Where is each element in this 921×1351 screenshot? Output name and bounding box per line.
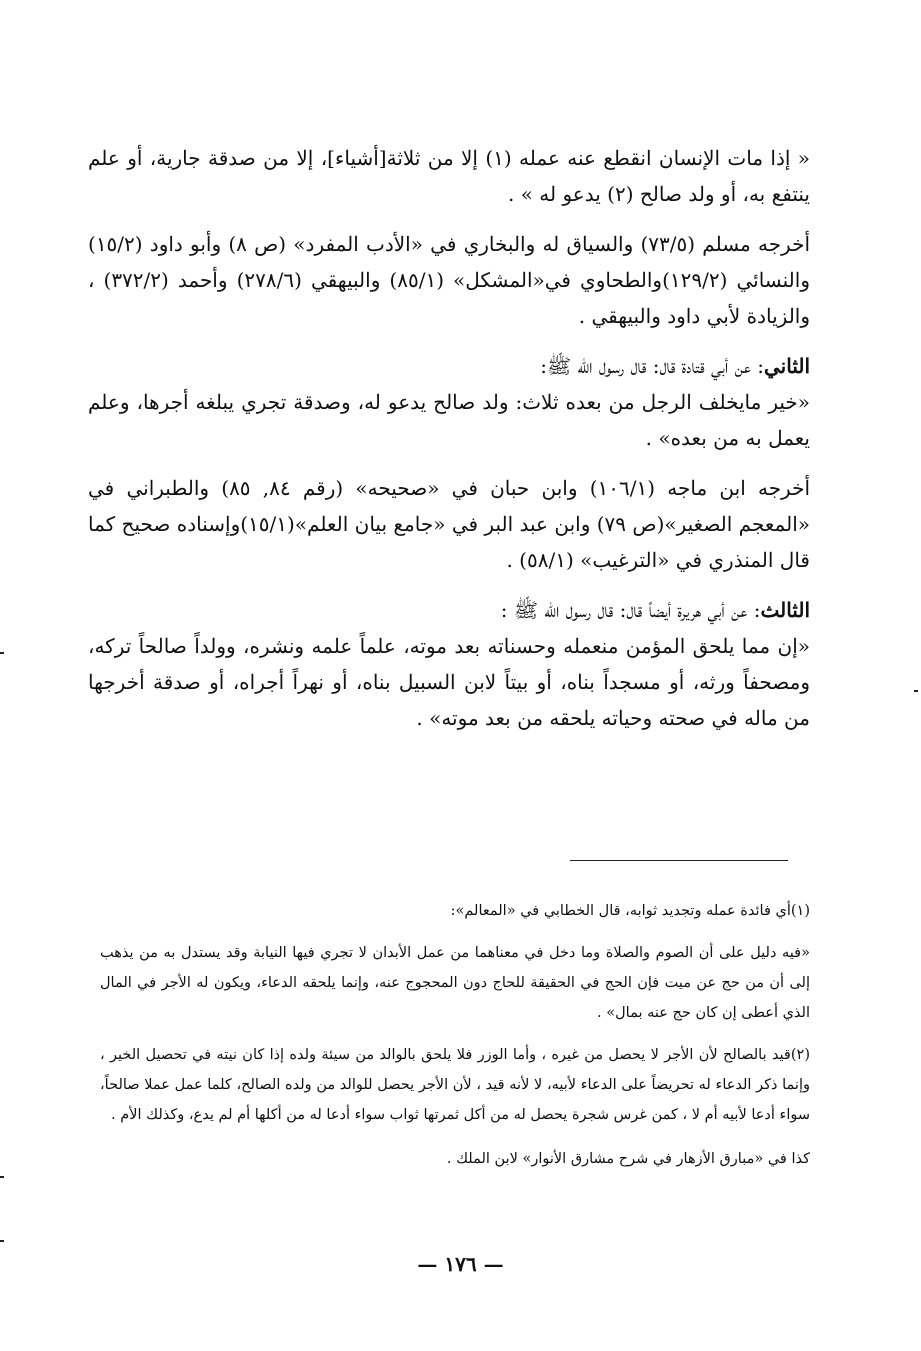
takhrij-first: أخرجه مسلم (٧٣/٥) والسياق له والبخاري في «الأدب المفرد» (ص ٨) وأبو داود (١٥/٢) والنسائي (١٢٩/٢)والطحاوي في«المشكل» (٨٥/١) والبيهقي (٢٧٨/٦) وأحمد (٣٧٢/٢) ، والزيادة لأبي داود والبيهقي .	[88, 232, 811, 328]
third-label: الثالث	[760, 598, 810, 622]
footnote-1: (١)أي فائدة عمله وتجديد ثوابه، قال الخطابي في «المعالم»:	[450, 903, 810, 919]
footnote-divider	[570, 860, 788, 861]
footnotes	[100, 896, 810, 1186]
section-heading-second	[88, 348, 810, 384]
margin-mark	[0, 652, 4, 654]
second-intro: : عن أبي قتادة قال: قال رسول الله ﷺ:	[540, 354, 764, 378]
margin-mark	[0, 1176, 4, 1178]
footnote-2: (٢)قيد بالصالح لأن الأجر لا يحصل من غيره ، وأما الوزر فلا يلحق بالوالد من سيئة ولده إذا كان نيته في تحصيل الخير ، وإنما ذكر الدعاء له تحريضاً على الدعاء لأبيه، لا لأنه قيد ، لأن الأجر يحصل للوالد من ولده الصالح، كلما عمل عملا صالحاً، سواء أدعا لأبيه أم لا ، كمن غرس شجرة يحصل له من أكل ثمرتها ثواب سواء أدعا له من أكلها أم لم يدع، وكذلك الأم .	[100, 1047, 810, 1123]
margin-mark	[914, 690, 918, 692]
third-intro: : عن أبي هريرة أيضاً قال: قال رسول الله ﷺ :	[500, 598, 761, 622]
hadith-first-text: « إذا مات الإنسان انقطع عنه عمله (١) إلا من ثلاثة[أشياء]، إلا من صدقة جارية، أو علم ينتفع به، أو ولد صالح (٢) يدعو له » .	[88, 146, 810, 206]
hadith-third-text: «إن مما يلحق المؤمن منعمله وحسناته بعد موته، علماً علمه ونشره، وولداً صالحاً تركه، ومصحفاً ورثه، أو مسجداً بناه، أو بيتاً لابن السبيل بناه، أو نهراً أجراه، أو صدقة أخرجها من ماله في صحته وحياته يلحقه من بعد موته» .	[88, 634, 810, 730]
footnote-1-quote: «فيه دليل على أن الصوم والصلاة وما دخل في معناهما من عمل الأبدان لا تجري فيها النيابة وقد يستدل به من يذهب إلى أن من حج عن ميت فإن الحج في الحقيقة للحاج دون المحجوج عنه، وإنما يلحقه الدعاء، ويكون له الأجر في المال الذي أعطى إن كان حج عنه بمال» .	[100, 945, 810, 1021]
takhrij-second: أخرجه ابن ماجه (١٠٦/١) وابن حبان في «صحيحه» (رقم ٨٤, ٨٥) والطبراني في «المعجم الصغير»(ص ٧٩) وابن عبد البر في «جامع بيان العلم»(١٥/١)وإسناده صحيح كما قال المنذري في «الترغيب» (٥٨/١) .	[88, 476, 811, 572]
second-label: الثاني	[763, 354, 810, 378]
page-number: — ١٧٦ —	[417, 1252, 504, 1276]
margin-mark	[0, 1240, 4, 1242]
main-text	[88, 140, 810, 736]
hadith-second-text: «خير مايخلف الرجل من بعده ثلاث: ولد صالح يدعو له، وصدقة تجري يبلغه أجرها، وعلم يعمل به من بعده» .	[88, 390, 810, 450]
footnote-source: كذا في «مبارق الأزهار في شرح مشارق الأنوار» لابن الملك .	[446, 1151, 810, 1167]
section-heading-third	[88, 592, 810, 628]
